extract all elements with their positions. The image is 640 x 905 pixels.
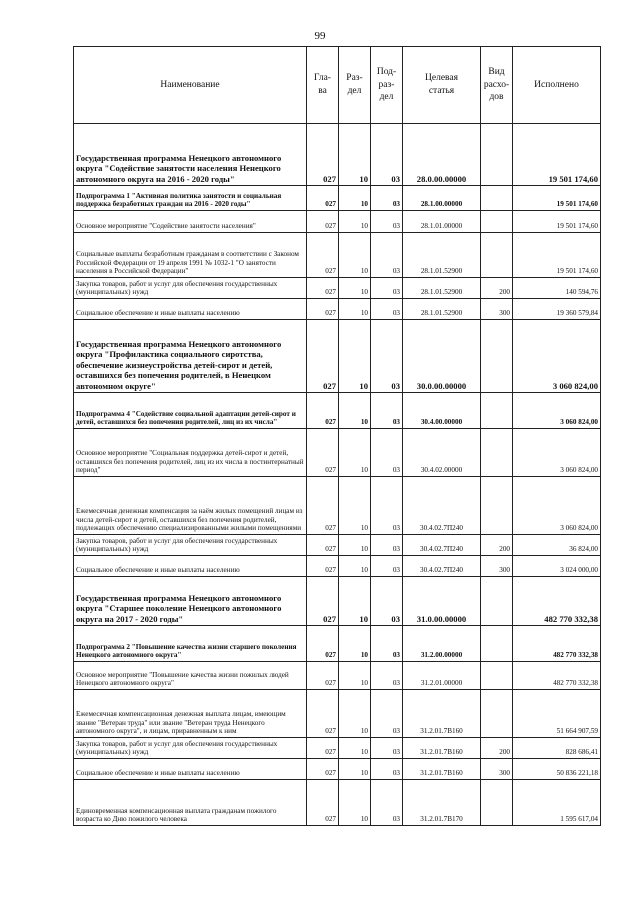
row-executed: 19 360 579,84 (513, 299, 601, 320)
row-target: 28.1.01.00000 (403, 211, 481, 233)
row-chapter: 027 (307, 738, 339, 759)
table-header-row (74, 47, 601, 124)
row-chapter: 027 (307, 577, 339, 626)
row-name: Государственная программа Ненецкого автономного округа "Содействие занятости населения Ненецкого автономного округа на 2016 - 2020 годы" (74, 124, 307, 186)
row-executed: 482 770 332,38 (513, 577, 601, 626)
row-target: 31.2.01.00000 (403, 662, 481, 690)
row-chapter: 027 (307, 477, 339, 535)
row-executed: 3 060 824,00 (513, 429, 601, 477)
row-expense-type (481, 577, 513, 626)
row-executed: 50 836 221,18 (513, 759, 601, 780)
row-target: 30.4.02.7П240 (403, 556, 481, 577)
row-executed: 1 595 617,04 (513, 780, 601, 826)
row-executed: 828 686,41 (513, 738, 601, 759)
row-expense-type (481, 780, 513, 826)
row-executed: 3 060 824,00 (513, 477, 601, 535)
row-target: 31.0.00.00000 (403, 577, 481, 626)
row-executed: 19 501 174,60 (513, 211, 601, 233)
table-row (74, 535, 601, 556)
row-target: 28.1.01.52900 (403, 278, 481, 299)
row-chapter: 027 (307, 780, 339, 826)
row-executed: 19 501 174,60 (513, 186, 601, 211)
row-chapter: 027 (307, 299, 339, 320)
row-expense-type (481, 477, 513, 535)
row-executed: 19 501 174,60 (513, 233, 601, 278)
row-subsection: 03 (371, 759, 403, 780)
row-expense-type (481, 662, 513, 690)
row-section: 10 (339, 626, 371, 662)
row-target: 28.1.01.52900 (403, 233, 481, 278)
table-row (74, 211, 601, 233)
table-row (74, 577, 601, 626)
row-name: Государственная программа Ненецкого автономного округа "Профилактика социального сиротства, обеспечение жизнеустройства детей-сирот и детей, оставшихся без попечения родителей, в Ненецком автономном округе" (74, 320, 307, 393)
row-chapter: 027 (307, 626, 339, 662)
row-chapter: 027 (307, 233, 339, 278)
row-expense-type: 300 (481, 299, 513, 320)
row-name: Подпрограмма 4 "Содействие социальной адаптации детей-сирот и детей, оставшихся без попечения родителей, лиц из их числа" (74, 393, 307, 429)
table-row (74, 278, 601, 299)
row-executed: 3 024 000,00 (513, 556, 601, 577)
table-row (74, 780, 601, 826)
row-expense-type (481, 690, 513, 738)
row-section: 10 (339, 535, 371, 556)
header-executed: Исполнено (513, 47, 601, 124)
row-target: 31.2.01.7В160 (403, 690, 481, 738)
row-executed: 3 060 824,00 (513, 393, 601, 429)
row-expense-type (481, 233, 513, 278)
row-subsection: 03 (371, 477, 403, 535)
row-section: 10 (339, 780, 371, 826)
row-chapter: 027 (307, 393, 339, 429)
row-subsection: 03 (371, 535, 403, 556)
row-target: 31.2.01.7В170 (403, 780, 481, 826)
row-subsection: 03 (371, 780, 403, 826)
row-subsection: 03 (371, 662, 403, 690)
row-section: 10 (339, 299, 371, 320)
row-target: 31.2.00.00000 (403, 626, 481, 662)
row-target: 30.4.02.7П240 (403, 535, 481, 556)
row-name: Закупка товаров, работ и услуг для обеспечения государственных (муниципальных) нужд (74, 535, 307, 556)
row-name: Социальное обеспечение и иные выплаты населению (74, 299, 307, 320)
row-executed: 51 664 907,59 (513, 690, 601, 738)
header-target: Целевая статья (403, 47, 481, 124)
row-section: 10 (339, 556, 371, 577)
row-target: 30.4.02.7П240 (403, 477, 481, 535)
row-chapter: 027 (307, 186, 339, 211)
row-section: 10 (339, 278, 371, 299)
table-row (74, 429, 601, 477)
row-expense-type (481, 320, 513, 393)
budget-table (73, 46, 601, 826)
row-name: Подпрограмма 2 "Повышение качества жизни старшего поколения Ненецкого автономного округа" (74, 626, 307, 662)
row-section: 10 (339, 690, 371, 738)
row-name: Основное мероприятие "Повышение качества жизни пожилых людей Ненецкого автономного округа" (74, 662, 307, 690)
row-name: Социальные выплаты безработным гражданам в соответствии с Законом Российской Федерации от 19 апреля 1991 № 1032-1 "О занятости населения в Российской Федерации" (74, 233, 307, 278)
row-expense-type: 300 (481, 556, 513, 577)
row-expense-type: 200 (481, 535, 513, 556)
table-row (74, 393, 601, 429)
row-expense-type: 300 (481, 759, 513, 780)
row-expense-type (481, 124, 513, 186)
row-subsection: 03 (371, 626, 403, 662)
row-name: Единовременная компенсационная выплата гражданам пожилого возраста ко Дню пожилого человека (74, 780, 307, 826)
row-chapter: 027 (307, 124, 339, 186)
row-subsection: 03 (371, 690, 403, 738)
row-chapter: 027 (307, 759, 339, 780)
row-subsection: 03 (371, 429, 403, 477)
table-row (74, 124, 601, 186)
row-name: Государственная программа Ненецкого автономного округа "Старшее поколение Ненецкого автономного округа на 2017 - 2020 годы" (74, 577, 307, 626)
row-name: Основное мероприятие "Социальная поддержка детей-сирот и детей, оставшихся без попечения родителей, лиц из их числа в постинтернатный период" (74, 429, 307, 477)
row-subsection: 03 (371, 320, 403, 393)
row-expense-type (481, 186, 513, 211)
table-row (74, 626, 601, 662)
row-section: 10 (339, 233, 371, 278)
row-executed: 140 594,76 (513, 278, 601, 299)
row-expense-type (481, 429, 513, 477)
row-target: 30.4.02.00000 (403, 429, 481, 477)
row-subsection: 03 (371, 738, 403, 759)
table-row (74, 477, 601, 535)
page-number: 99 (314, 30, 326, 42)
row-chapter: 027 (307, 556, 339, 577)
table-row (74, 186, 601, 211)
table-row (74, 759, 601, 780)
row-section: 10 (339, 738, 371, 759)
header-chapter: Гла- ва (307, 47, 339, 124)
row-name: Основное мероприятие "Содействие занятости населения" (74, 211, 307, 233)
table-body (74, 124, 601, 826)
table-row (74, 738, 601, 759)
row-name: Ежемесячная денежная компенсация за наём жилых помещений лицам из числа детей-сирот и детей, оставшихся без попечения родителей, подлежащих обеспечению специализированными жилыми помещениями (74, 477, 307, 535)
row-target: 31.2.01.7В160 (403, 759, 481, 780)
table-row (74, 299, 601, 320)
row-name: Социальное обеспечение и иные выплаты населению (74, 759, 307, 780)
row-subsection: 03 (371, 211, 403, 233)
row-name: Социальное обеспечение и иные выплаты населению (74, 556, 307, 577)
row-name: Ежемесячная компенсационная денежная выплата лицам, имеющим звание "Ветеран труда" или звание "Ветеран труда Ненецкого автономного округа", и лицам, приравненным к ним (74, 690, 307, 738)
row-section: 10 (339, 320, 371, 393)
row-expense-type: 200 (481, 278, 513, 299)
row-subsection: 03 (371, 393, 403, 429)
row-chapter: 027 (307, 278, 339, 299)
table-row (74, 233, 601, 278)
row-expense-type (481, 393, 513, 429)
row-executed: 482 770 332,38 (513, 662, 601, 690)
row-section: 10 (339, 124, 371, 186)
row-chapter: 027 (307, 690, 339, 738)
table-row (74, 690, 601, 738)
header-section: Раз- дел (339, 47, 371, 124)
row-chapter: 027 (307, 535, 339, 556)
row-section: 10 (339, 577, 371, 626)
row-subsection: 03 (371, 186, 403, 211)
row-executed: 19 501 174,60 (513, 124, 601, 186)
row-target: 28.1.01.52900 (403, 299, 481, 320)
row-subsection: 03 (371, 233, 403, 278)
row-subsection: 03 (371, 299, 403, 320)
row-target: 30.4.00.00000 (403, 393, 481, 429)
row-section: 10 (339, 662, 371, 690)
table-row (74, 320, 601, 393)
row-expense-type (481, 211, 513, 233)
header-name: Наименование (74, 47, 307, 124)
row-name: Подпрограмма 1 "Активная политика занятости и социальная поддержка безработных граждан на 2016 - 2020 годы" (74, 186, 307, 211)
row-expense-type: 200 (481, 738, 513, 759)
header-expense-type: Вид расхо- дов (481, 47, 513, 124)
row-subsection: 03 (371, 556, 403, 577)
row-subsection: 03 (371, 577, 403, 626)
row-target: 30.0.00.00000 (403, 320, 481, 393)
row-target: 28.1.00.00000 (403, 186, 481, 211)
table-row (74, 662, 601, 690)
row-chapter: 027 (307, 662, 339, 690)
row-expense-type (481, 626, 513, 662)
row-section: 10 (339, 186, 371, 211)
row-chapter: 027 (307, 429, 339, 477)
row-section: 10 (339, 477, 371, 535)
row-section: 10 (339, 429, 371, 477)
table-row (74, 556, 601, 577)
header-subsection: Под- раз- дел (371, 47, 403, 124)
row-name: Закупка товаров, работ и услуг для обеспечения государственных (муниципальных) нужд (74, 278, 307, 299)
row-name: Закупка товаров, работ и услуг для обеспечения государственных (муниципальных) нужд (74, 738, 307, 759)
row-executed: 482 770 332,38 (513, 626, 601, 662)
row-chapter: 027 (307, 320, 339, 393)
row-subsection: 03 (371, 278, 403, 299)
row-chapter: 027 (307, 211, 339, 233)
row-executed: 36 824,00 (513, 535, 601, 556)
row-target: 31.2.01.7В160 (403, 738, 481, 759)
row-section: 10 (339, 393, 371, 429)
row-section: 10 (339, 759, 371, 780)
row-section: 10 (339, 211, 371, 233)
row-subsection: 03 (371, 124, 403, 186)
row-executed: 3 060 824,00 (513, 320, 601, 393)
row-target: 28.0.00.00000 (403, 124, 481, 186)
